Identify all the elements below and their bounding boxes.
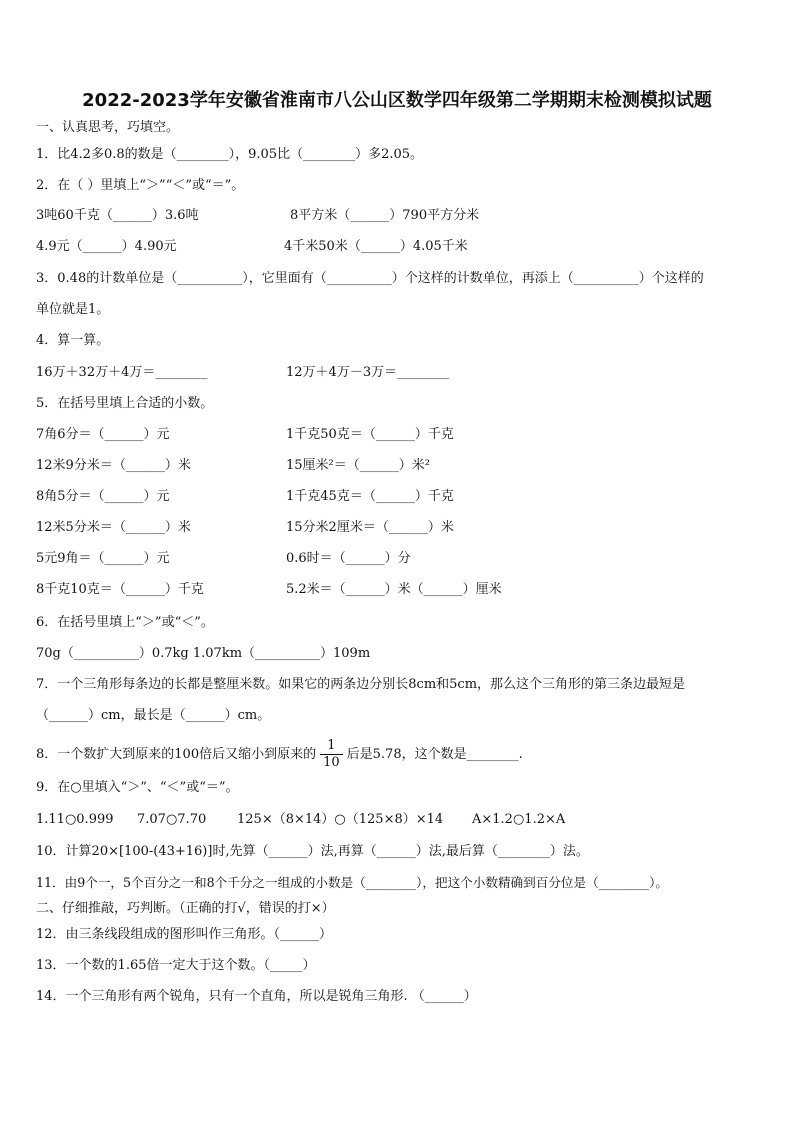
question-5-item: 1千克50克＝（______）千克 <box>286 427 454 442</box>
question-3: 3．0.48的计数单位是（__________），它里面有（__________）个这样的计数单位，再添上（__________）个这样的 <box>36 271 704 286</box>
question-5-item: 8千克10克＝（______）千克 <box>36 582 204 597</box>
section-1-heading: 一、认真思考，巧填空。 <box>36 120 180 135</box>
question-5-item: 12米9分米＝（______）米 <box>36 458 191 473</box>
question-9-item: 1.11○0.999 <box>36 812 114 827</box>
question-5-item: 15厘米²＝（______）米² <box>286 458 430 473</box>
question-2: 2．在（ ）里填上“＞”“＜”或“＝”。 <box>36 178 245 193</box>
question-11: 11．由9个一，5个百分之一和8个千分之一组成的小数是（________），把这个小数精确到百分位是（________）。 <box>36 875 668 890</box>
question-2-item: 4.9元（______）4.90元 <box>36 239 177 254</box>
question-9: 9．在○里填入“＞”、“＜”或“＝”。 <box>36 780 239 795</box>
page-title: 2022-2023学年安徽省淮南市八公山区数学四年级第二学期期末检测模拟试题 <box>82 90 712 111</box>
question-4: 4．算一算。 <box>36 333 110 348</box>
question-2-item: 8平方米（______）790平方分米 <box>290 208 480 223</box>
question-5-item: 0.6时＝（______）分 <box>286 551 411 566</box>
question-14: 14．一个三角形有两个锐角，只有一个直角，所以是锐角三角形. （______） <box>36 989 477 1004</box>
question-6-items: 70g（__________）0.7kg 1.07km（__________）109m <box>36 646 371 661</box>
question-5-item: 1千克45克＝（______）千克 <box>286 489 454 504</box>
fraction-one-tenth <box>320 738 343 771</box>
question-5-item: 8角5分＝（______）元 <box>36 489 170 504</box>
question-9-item: A×1.2○1.2×A <box>472 812 566 827</box>
question-2-item: 3吨60千克（______）3.6吨 <box>36 208 199 223</box>
question-7: 7．一个三角形每条边的长都是整厘米数。如果它的两条边分别长8cm和5cm，那么这个三角形的第三条边最短是 <box>36 677 686 692</box>
section-2-heading: 二、仔细推敲，巧判断。（正确的打√，错误的打×） <box>36 901 335 916</box>
question-4-item: 16万＋32万＋4万＝________ <box>36 365 208 380</box>
question-5-item: 12米5分米＝（______）米 <box>36 520 191 535</box>
question-5-item: 15分米2厘米＝（______）米 <box>286 520 454 535</box>
question-4-item: 12万＋4万－3万＝________ <box>286 365 450 380</box>
question-10: 10．计算20×[100-(43+16)]时,先算（______）法,再算（______）法,最后算（________）法。 <box>36 844 589 859</box>
question-2-item: 4千米50米（______）4.05千米 <box>284 239 468 254</box>
question-6: 6．在括号里填上“＞”或“＜”。 <box>36 615 214 630</box>
question-5-item: 5元9角＝（______）元 <box>36 551 170 566</box>
question-9-item: 7.07○7.70 <box>137 812 207 827</box>
question-7-cont: （______）cm，最长是（______）cm。 <box>36 708 271 723</box>
question-8-text: 8．一个数扩大到原来的100倍后又缩小到原来的 <box>36 747 317 762</box>
question-3-cont: 单位就是1。 <box>36 302 110 317</box>
question-8-text-end: 后是5.78，这个数是________. <box>346 747 523 762</box>
fraction-denominator: 10 <box>323 755 340 770</box>
question-12: 12．由三条线段组成的图形叫作三角形。（______） <box>36 927 333 942</box>
question-13: 13．一个数的1.65倍一定大于这个数。（_____） <box>36 958 316 973</box>
question-1: 1．比4.2多0.8的数是（________），9.05比（________）多2.05。 <box>36 147 424 162</box>
question-5-item: 5.2米＝（______）米（______）厘米 <box>286 582 502 597</box>
question-5: 5．在括号里填上合适的小数。 <box>36 396 214 411</box>
question-8 <box>36 735 523 775</box>
question-9-item: 125×（8×14）○（125×8）×14 <box>237 812 444 827</box>
fraction-numerator: 1 <box>320 738 343 755</box>
question-5-item: 7角6分＝（______）元 <box>36 427 170 442</box>
